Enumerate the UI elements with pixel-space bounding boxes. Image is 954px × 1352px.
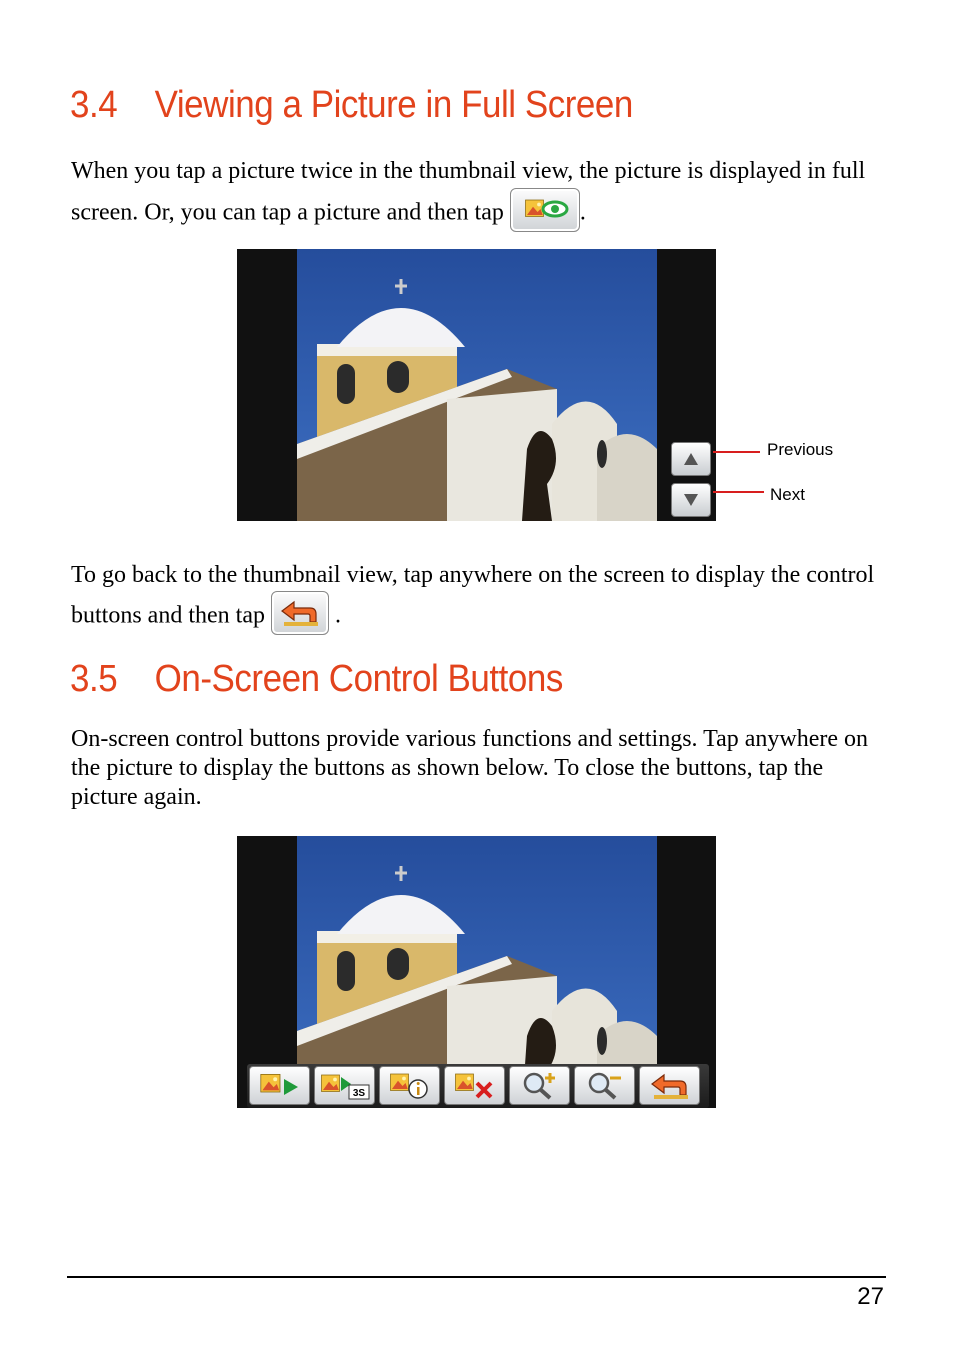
paragraph-end: . [334,602,341,629]
page-number: 27 [857,1283,884,1310]
slideshow-button[interactable] [314,1066,375,1105]
section-title: Viewing a Picture in Full Screen [154,84,633,126]
back-arrow-icon [272,592,328,634]
play-button[interactable] [249,1066,310,1105]
triangle-up-icon [672,443,710,475]
slideshow-3s-icon [315,1067,374,1104]
full-screen-picture[interactable] [237,249,716,521]
triangle-down-icon [672,484,710,516]
picture-with-controls[interactable] [237,836,716,1108]
section-3-5-heading [70,658,563,701]
play-icon [250,1067,309,1104]
view-picture-icon [511,189,579,231]
next-callout-line [713,491,764,493]
view-picture-button[interactable] [510,188,580,232]
back-button[interactable] [271,591,329,635]
info-button[interactable] [379,1066,440,1105]
previous-callout-label: Previous [767,440,834,459]
paragraph-full-screen [71,151,886,236]
paragraph-text: To go back to the thumbnail view, tap anywhere on the screen to display the control buttons and then tap [71,562,875,629]
zoom-out-icon [575,1067,634,1104]
sample-photo [297,249,657,521]
section-number: 3.5 [70,658,118,700]
delete-icon [445,1067,504,1104]
section-title: On-Screen Control Buttons [154,658,563,700]
back-arrow-icon [640,1067,699,1104]
next-callout-label: Next [770,485,805,504]
paragraph-end: . [579,199,586,226]
control-toolbar [247,1064,709,1108]
footer-rule [67,1276,886,1278]
zoom-out-button[interactable] [574,1066,635,1105]
paragraph-control-buttons: On-screen control buttons provide various functions and settings. Tap anywhere on the picture to display the buttons as shown below. To close the buttons, tap the picture again. [71,726,869,810]
zoom-in-icon [510,1067,569,1104]
previous-callout-line [713,451,760,453]
zoom-in-button[interactable] [509,1066,570,1105]
slideshow-label: 3S [352,1088,366,1099]
section-3-4-heading [70,84,633,127]
previous-button[interactable] [671,442,711,476]
paragraph-back [71,555,886,639]
section-number: 3.4 [70,84,118,126]
info-icon [380,1067,439,1104]
paragraph-text: When you tap a picture twice in the thumbnail view, the picture is displayed in full screen. Or, you can tap a picture and then tap [71,158,866,226]
back-button[interactable] [639,1066,700,1105]
delete-button[interactable] [444,1066,505,1105]
next-button[interactable] [671,483,711,517]
